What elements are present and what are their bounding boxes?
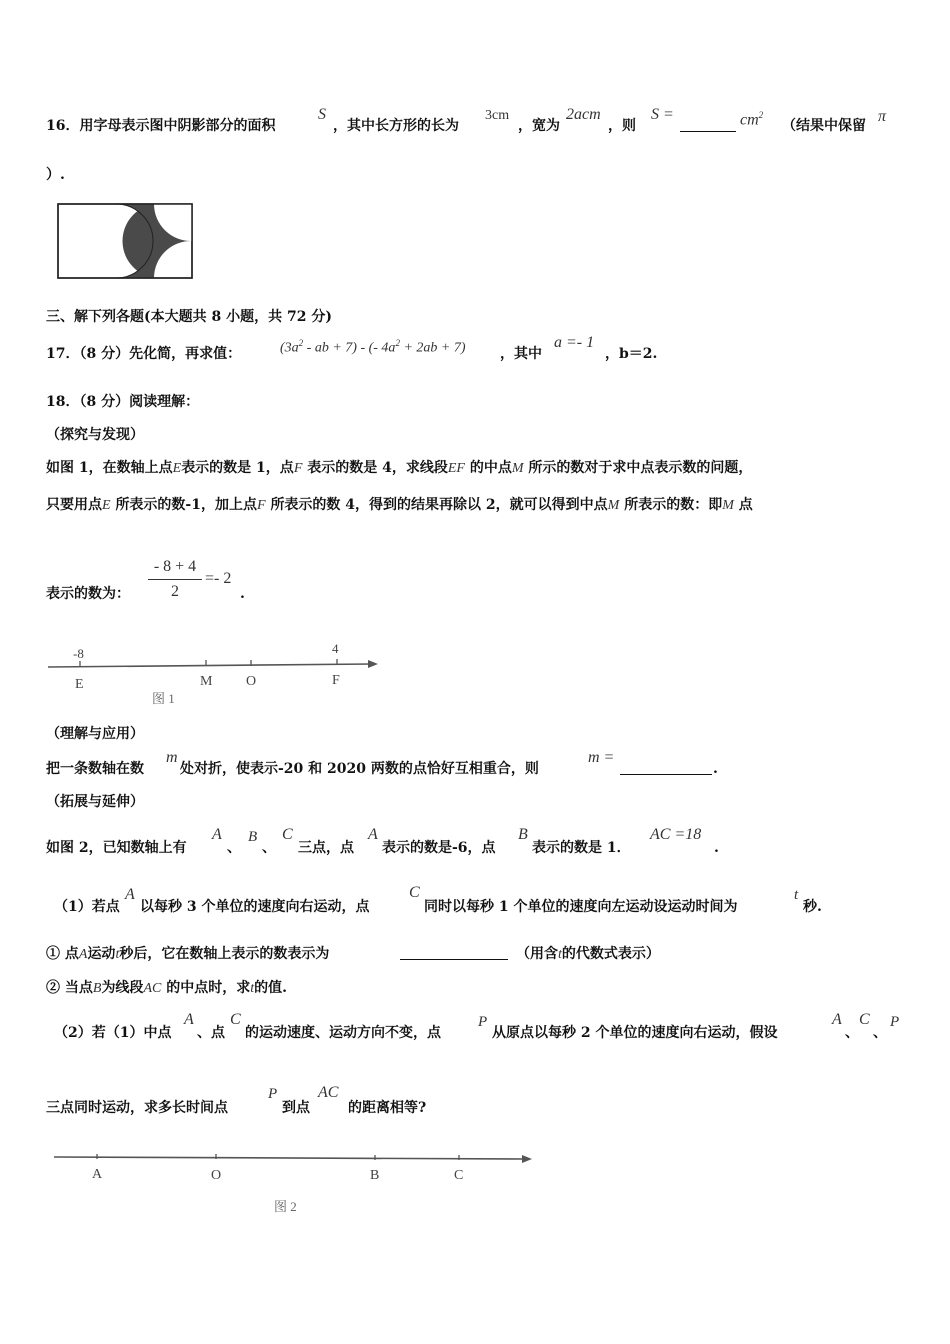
q18-apply-a: 把一条数轴在数 bbox=[46, 761, 144, 777]
q16-line1 bbox=[46, 117, 275, 135]
q18-para2: 只要用点E 所表示的数-1，加上点F 所表示的数 4，得到的结果再除以 2，就可以得到中点M 所表示的数：即M 点 bbox=[46, 497, 753, 513]
q16-text-d: ，则 bbox=[608, 118, 636, 134]
figure2-number-line bbox=[48, 1145, 548, 1225]
q18-ext-d: 表示的数是 1． bbox=[532, 840, 631, 856]
q16-text: 用字母表示图中阴影部分的面积 bbox=[79, 118, 276, 134]
label-o: O bbox=[211, 1168, 222, 1183]
axis-line bbox=[54, 1157, 526, 1159]
q18-c1: ① 点A运动t秒后，它在数轴上表示的数表示为 bbox=[46, 946, 330, 962]
q16-close: ）. bbox=[46, 167, 65, 183]
q16-text-c: ，宽为 bbox=[518, 118, 560, 134]
q16-text-b: ，其中长方形的长为 bbox=[333, 118, 459, 134]
q18-frac-num: - 8 + 4 bbox=[153, 558, 197, 575]
label-c: C bbox=[454, 1168, 464, 1183]
q18-ext-sym-b: B bbox=[248, 829, 258, 845]
q18-frac-bar bbox=[148, 579, 202, 580]
q18-apply-eq: m = bbox=[588, 749, 615, 766]
q18-sub2-d: 从原点以每秒 2 个单位的速度向右运动，假设 bbox=[492, 1025, 778, 1041]
q18-apply-end: . bbox=[713, 761, 718, 777]
figure1-number-line bbox=[40, 640, 390, 710]
q18-number: 18．（8 分）阅读理解： bbox=[46, 394, 200, 410]
q18-ext-end: . bbox=[714, 840, 719, 856]
q18-sub1-c: 同时以每秒 1 个单位的速度向左运动设运动时间为 bbox=[424, 899, 738, 915]
q18-frac-den: 2 bbox=[171, 583, 179, 600]
q18-sub1-sym-c: C bbox=[409, 884, 420, 901]
q18-sub1-d: 秒. bbox=[803, 899, 822, 915]
q16-unit: $cm^2$ bbox=[740, 110, 764, 129]
q17-cond-b: ，b＝2. bbox=[605, 346, 658, 362]
q18-c1-tail: （用含t的代数式表示） bbox=[516, 946, 660, 962]
q18-ext-sep1: 、 bbox=[227, 840, 241, 856]
q18-ext-sym-a: A bbox=[212, 826, 222, 843]
q16-pi: π bbox=[878, 108, 887, 125]
q17-cond-a: a =- 1 bbox=[554, 334, 595, 351]
q16-figure bbox=[56, 202, 196, 280]
q16-sym-s: S bbox=[318, 106, 326, 123]
q18-sub2-sym-c: C bbox=[230, 1011, 241, 1028]
q18-sub3-c: 的距离相等? bbox=[348, 1100, 427, 1116]
q16-s-eq: S = bbox=[651, 106, 674, 123]
q18-sub2-sym-p2: P bbox=[890, 1014, 900, 1030]
q18-ext-sym-a2: A bbox=[368, 826, 378, 843]
label-f: F bbox=[332, 673, 340, 688]
q16-text-e: （结果中保留 bbox=[782, 118, 866, 134]
q18-sub2-sep2: 、 bbox=[873, 1025, 887, 1041]
q18-sub2-sym-p: P bbox=[478, 1014, 488, 1030]
figure1-caption: 图 1 bbox=[152, 691, 175, 706]
q18-c1-blank[interactable] bbox=[400, 945, 508, 965]
q18-ext-sep2: 、 bbox=[262, 840, 276, 856]
q16-width: 2acm bbox=[566, 106, 601, 123]
q18-ext-a: 如图 2，已知数轴上有 bbox=[46, 840, 187, 856]
q18-apply-title: （理解与应用） bbox=[46, 726, 144, 742]
q18-sub1-sym-a: A bbox=[125, 886, 135, 903]
q18-sub2-b: 、点 bbox=[197, 1025, 225, 1041]
q18-sym-m: m bbox=[166, 749, 178, 766]
q18-c2: ② 当点B为线段AC 的中点时，求t的值. bbox=[46, 980, 287, 996]
q17-expression: ($3a^2$ - ab + 7) - (- $4a^2 + 2ab + 7$) bbox=[280, 338, 466, 356]
label-b: B bbox=[370, 1168, 380, 1183]
label-f-value: 4 bbox=[332, 641, 339, 656]
q18-apply-blank[interactable] bbox=[620, 760, 712, 780]
label-o: O bbox=[246, 674, 257, 689]
q18-ac-eq: AC =18 bbox=[650, 826, 702, 843]
q18-sub3-a: 三点同时运动，求多长时间点 bbox=[46, 1100, 228, 1116]
q18-sub2-sym-a2: A bbox=[832, 1011, 842, 1028]
q18-ext-sym-b2: B bbox=[518, 826, 528, 843]
label-m: M bbox=[200, 674, 213, 689]
q18-sub3-sym-p: P bbox=[268, 1086, 278, 1102]
q18-explore-title: （探究与发现） bbox=[46, 427, 144, 443]
q18-sub2-sym-c2: C bbox=[859, 1011, 870, 1028]
q18-para1: 如图 1，在数轴上点E表示的数是 1，点F 表示的数是 4，求线段EF 的中点M 所示的数对于求中点表示数的问题， bbox=[46, 460, 753, 476]
axis-arrow bbox=[368, 660, 378, 668]
q18-sub1-a: （1）若点 bbox=[54, 899, 120, 915]
q18-sub1-sym-t: t bbox=[794, 887, 799, 903]
q18-ext-c: 表示的数是-6，点 bbox=[382, 840, 496, 856]
q16-length: 3cm bbox=[485, 108, 510, 123]
q18-extend-title: （拓展与延伸） bbox=[46, 794, 144, 810]
label-e-value: -8 bbox=[73, 646, 84, 661]
q18-sub2-sep1: 、 bbox=[845, 1025, 859, 1041]
q18-sub2-sym-a: A bbox=[184, 1011, 194, 1028]
section3-title: 三、解下列各题(本大题共 8 小题，共 72 分) bbox=[46, 309, 332, 325]
q18-sub3-b: 到点 bbox=[282, 1100, 310, 1116]
q17-number: 17．（8 分）先化简，再求值： bbox=[46, 346, 242, 362]
q18-sub1-b: 以每秒 3 个单位的速度向右运动，点 bbox=[140, 899, 370, 915]
q18-sub2-a: （2）若（1）中点 bbox=[54, 1025, 172, 1041]
label-a: A bbox=[92, 1167, 103, 1182]
q18-sub2-c: 的运动速度、运动方向不变，点 bbox=[245, 1025, 441, 1041]
q18-frac-end: . bbox=[240, 586, 245, 602]
q18-sub3-sym-ac: AC bbox=[318, 1084, 339, 1101]
figure2-caption: 图 2 bbox=[274, 1199, 297, 1214]
q16-answer-blank[interactable] bbox=[680, 117, 736, 137]
q18-para3: 表示的数为： bbox=[46, 586, 130, 602]
q16-number: 16． bbox=[46, 118, 80, 134]
q18-ext-sym-c: C bbox=[282, 826, 293, 843]
q17-where: ，其中 bbox=[500, 346, 542, 362]
q18-apply-b: 处对折，使表示-20 和 2020 两数的点恰好互相重合，则 bbox=[180, 761, 539, 777]
q18-ext-b: 三点，点 bbox=[298, 840, 354, 856]
axis-arrow bbox=[522, 1155, 532, 1163]
label-e: E bbox=[75, 677, 84, 692]
axis-line bbox=[48, 664, 372, 667]
q18-frac-rhs: =- 2 bbox=[205, 570, 232, 587]
